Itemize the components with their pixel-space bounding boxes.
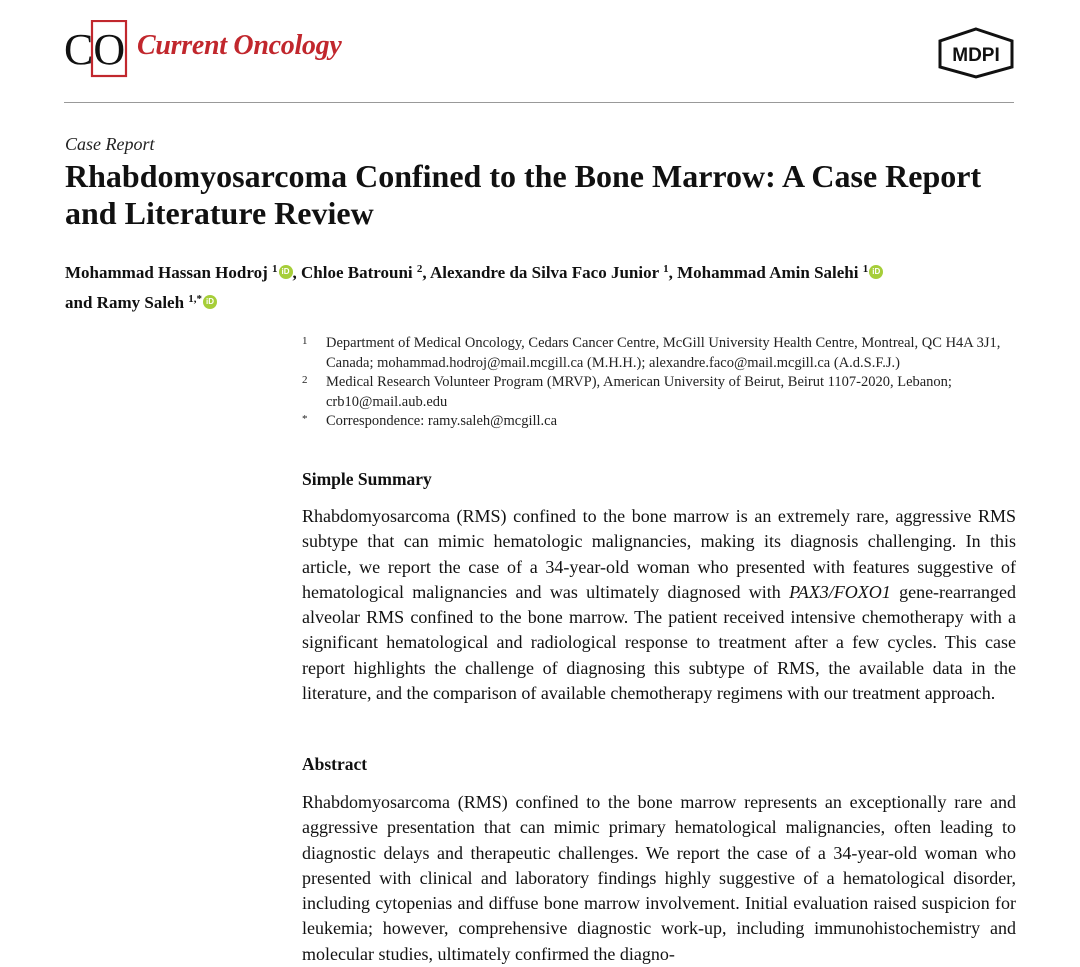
author-name[interactable]: Mohammad Amin Salehi: [677, 263, 859, 282]
summary-text-part: gene-rearranged alveolar RMS confined to the bone marrow. The patient received intensive chemotherapy with a significant hematological and radiological response to treatment after a few cycles. This case report highlights the challenge of diagnosing this subtype of RMS, the available data in the literature, and the comparison of available chemotherapy regimens with our treatment approach.: [302, 581, 1016, 704]
author-name[interactable]: Mohammad Hassan Hodroj: [65, 263, 268, 282]
affiliation-mark: *: [302, 413, 308, 425]
journal-header: [0, 0, 1080, 110]
author-affil-number: 1: [862, 263, 869, 275]
author-name[interactable]: Chloe Batrouni: [301, 263, 413, 282]
logo-text: CO: [64, 25, 126, 74]
abstract-heading: Abstract: [302, 754, 368, 774]
article-title: Rhabdomyosarcoma Confined to the Bone Marrow: A Case Report and Literature Review: [65, 158, 982, 231]
article-type: Case Report: [65, 134, 155, 154]
correspondence-text: Correspondence: ramy.saleh@mcgill.ca: [326, 413, 558, 429]
author-affil-number: 1,*: [188, 293, 203, 305]
simple-summary-text: [302, 504, 1016, 706]
affiliation-text: Department of Medical Oncology, Cedars Cancer Centre, McGill University Health Centre, Montreal, QC H4A 3J1, Canada; mohammad.hodroj@mail.mcgill.ca (M.H.H.); alexandre.faco@mail.mcgill.ca (A.d.S.F.J.): [326, 335, 1001, 371]
author-separator: ,: [668, 263, 678, 282]
simple-summary-heading: Simple Summary: [302, 469, 432, 489]
affiliation-item: [302, 334, 1022, 373]
affiliations: [302, 334, 1022, 432]
orcid-icon[interactable]: iD: [279, 265, 293, 279]
gene-name: PAX3/FOXO1: [789, 581, 891, 602]
affiliation-item: [302, 373, 1022, 412]
author-list: [65, 256, 1015, 316]
author-affil-number: 1: [272, 263, 278, 275]
journal-logo-icon: [64, 20, 128, 78]
affiliation-mark: 1: [302, 335, 308, 347]
mdpi-logo-icon: [936, 27, 1016, 79]
summary-text-part: Rhabdomyosarcoma (RMS) confined to the bone marrow is an extremely rare, aggressive RMS subtype that can mimic hematologic malignancies, making its diagnosis challenging. In this article, we report the case of a 34-year-old woman who presented with features suggestive of hematological malignancies and was ultimately diagnosed with: [302, 506, 1016, 602]
author-affil-number: 1: [663, 263, 669, 275]
author-separator: ,: [292, 263, 302, 282]
author-affil-number: 2: [416, 263, 423, 275]
author-and: and: [65, 293, 93, 312]
affiliation-mark: 2: [302, 374, 308, 386]
orcid-icon[interactable]: iD: [869, 265, 883, 279]
affiliation-text: Medical Research Volunteer Program (MRVP), American University of Beirut, Beirut 1107-2020, Lebanon; crb10@mail.aub.edu: [326, 374, 952, 410]
author-name[interactable]: Alexandre da Silva Faco Junior: [429, 263, 659, 282]
orcid-icon[interactable]: iD: [203, 295, 217, 309]
author-separator: ,: [422, 263, 430, 282]
journal-name: Current Oncology: [137, 30, 342, 61]
author-name[interactable]: Ramy Saleh: [96, 293, 185, 312]
publisher-name: MDPI: [952, 45, 1000, 66]
affiliation-item: [302, 412, 1022, 432]
abstract-text: Rhabdomyosarcoma (RMS) confined to the bone marrow represents an exceptionally rare and aggressive presentation that can mimic primary hematological malignancies, often leading to diagnostic delays and therapeutic challenges. We report the case of a 34-year-old woman who presented with clinical and laboratory findings highly suggestive of a hematological disorder, including cytopenias and diffuse bone marrow involvement. Initial evaluation raised suspicion for leukemia; however, comprehensive diagnostic work-up, including immunohistochemistry and molecular studies, ultimately confirmed the diagno-: [302, 792, 1016, 964]
header-divider: [64, 102, 1014, 103]
